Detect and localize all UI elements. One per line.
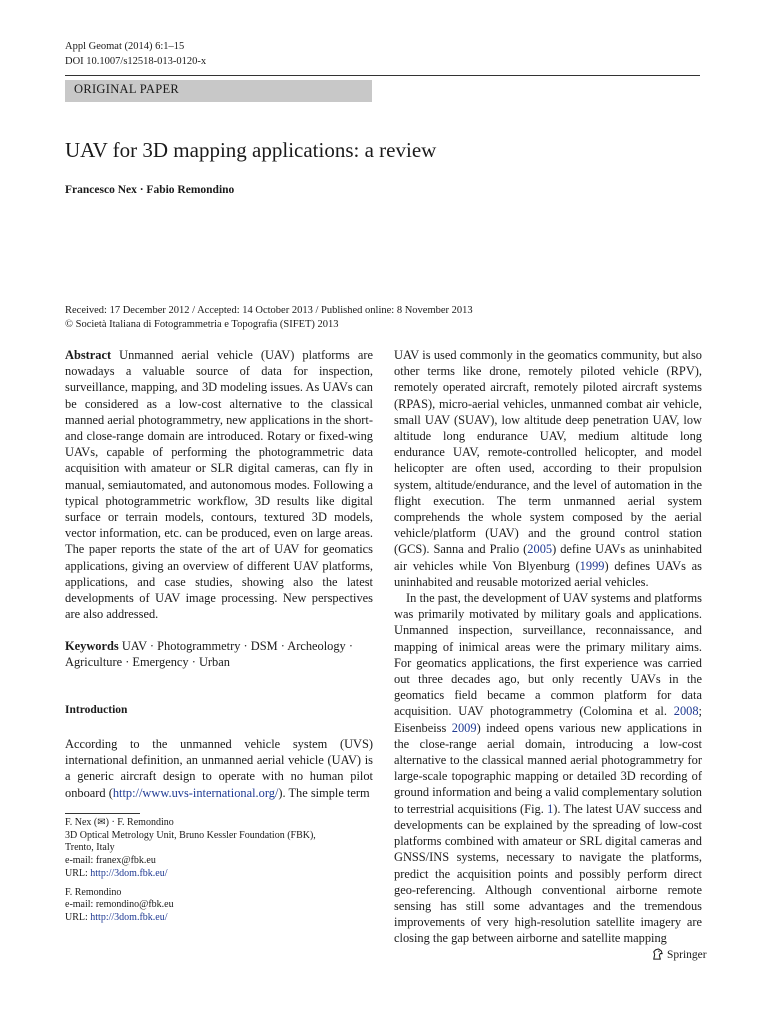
affil-email2: e-mail: remondino@fbk.eu bbox=[65, 899, 174, 911]
introduction-text bbox=[65, 736, 373, 801]
affil-email1: e-mail: franex@fbk.eu bbox=[65, 855, 156, 867]
intro-text-b: ). The simple term bbox=[278, 785, 370, 800]
section-label: ORIGINAL PAPER bbox=[74, 82, 180, 96]
affil-line1: F. Nex (✉) · F. Remondino bbox=[65, 817, 174, 828]
ref-sanna-2005[interactable]: 2005 bbox=[527, 542, 553, 557]
abstract-text: Unmanned aerial vehicle (UAV) platforms are nowadays a valuable source of data for inspection, surveillance, mapping, and 3D modeling issues. As UAVs can be considered as a low-cost alternative to the classical manned aerial photogrammetry, new applications in the short- and close-range domain are introduced. Rotary or fixed-wing UAVs, capable of performing the photogrammetric data acquisition with amateur or SLR digital cameras, can fly in manual, semiautomated, and autonomous modes. Following a typical photogrammetric workflow, 3D results like digital surface or terrain models, contours, textured 3D models, vector information, etc. can be produced, even on large areas. The paper reports the state of the art of UAV for geomatics applications, giving an overview of different UAV platforms, applications, and case studies, showing also the latest developments of UAV image processing. New perspectives are also addressed. bbox=[65, 348, 373, 622]
affil-url1[interactable]: http://3dom.fbk.eu/ bbox=[90, 867, 168, 879]
publisher-logo bbox=[651, 948, 707, 961]
doi: DOI 10.1007/s12518-013-0120-x bbox=[65, 56, 207, 67]
publication-dates bbox=[65, 304, 473, 332]
abstract-label: Abstract bbox=[65, 348, 112, 362]
affil-line3: Trento, Italy bbox=[65, 842, 115, 854]
affil-url-label1: URL: bbox=[65, 867, 91, 879]
rc-p1-c: ) defines UAVs as uninhabited and reusable motorized aerial vehicles. bbox=[394, 558, 702, 589]
ref-blyenburg-1999[interactable]: 1999 bbox=[579, 558, 605, 573]
publisher-name: Springer bbox=[667, 948, 707, 961]
rc-p1-b: ) define UAVs as uninhabited air vehicles while Von Blyenburg ( bbox=[394, 542, 702, 573]
springer-horse-icon bbox=[651, 948, 664, 961]
right-column bbox=[394, 347, 702, 947]
abstract bbox=[65, 347, 373, 622]
affil-line4: F. Remondino bbox=[65, 886, 122, 898]
authors: Francesco Nex · Fabio Remondino bbox=[65, 184, 235, 196]
keywords-text: UAV · Photogrammetry · DSM · Archeology · Agriculture · Emergency · Urban bbox=[65, 639, 353, 670]
copyright-line: © Società Italiana di Fotogrammetria e Topografia (SIFET) 2013 bbox=[65, 319, 339, 330]
rc-p2-c: ) indeed opens various new applications in the close-range aerial domain, introducing a low-cost alternative to the classical manned aerial photogrammetry for large-scale topographic mapping or detailed 3D recording of ground information and being a valid complementary solution to terrestrial acquisitions (Fig. bbox=[394, 720, 702, 816]
footnote-rule bbox=[65, 813, 140, 814]
rc-p2-d: ). The latest UAV success and developments can be explained by the spreading of low-cost platforms combined with amateur or SRL digital cameras and GNSS/INS systems, necessary to navigate the platforms, predict the acquisition points and possibly perform direct geo-referencing. Although conventional airborne remote sensing has still some advantages and the tremendous improvements of very high-resolution satellite imagery are closing the gap between airborne and satellite mapping bbox=[394, 801, 702, 946]
affil-url-label2: URL: bbox=[65, 911, 91, 923]
affiliation bbox=[65, 817, 316, 925]
journal-citation: Appl Geomat (2014) 6:1–15 bbox=[65, 41, 185, 52]
dates-line: Received: 17 December 2012 / Accepted: 14 October 2013 / Published online: 8 November 2013 bbox=[65, 305, 473, 316]
paper-title: UAV for 3D mapping applications: a review bbox=[65, 138, 437, 162]
keywords bbox=[65, 638, 373, 670]
ref-fig-1[interactable]: 1 bbox=[547, 801, 554, 816]
rc-p2-b: ; Eisenbeiss bbox=[394, 704, 702, 735]
uvs-link[interactable]: http://www.uvs-international.org/ bbox=[112, 785, 279, 800]
rc-p1-a: UAV is used commonly in the geomatics community, but also other terms like drone, remotely piloted vehicle (RPV), remotely operated aircraft, remotely piloted aircraft systems (RPAS), micro-aerial vehicles, unmanned combat air vehicle, small UAV (SUAV), low altitude deep penetration UAV, low altitude long endurance UAV, medium altitude long endurance UAV, remote-controlled helicopter, and model helicopter are often used, according to their propulsion system, altitude/endurance, and the level of automation in the flight execution. The term unmanned aerial system comprehends the whole system composed by the aerial vehicle/platform (UAV) and the ground control station (GCS). Sanna and Pralio ( bbox=[394, 348, 702, 557]
header-rule bbox=[65, 75, 700, 76]
rc-p2-a: In the past, the development of UAV systems and platforms was primarily motivated by military goals and applications. Unmanned inspection, surveillance, reconnaissance, and mapping of inimical areas were the primary military aims. For geomatics applications, the first experience was carried out three decades ago, but only recently UAVs in the geomatics field became a common platform for data acquisition. UAV photogrammetry (Colomina et al. bbox=[394, 591, 702, 719]
affil-line2: 3D Optical Metrology Unit, Bruno Kessler Foundation (FBK), bbox=[65, 829, 316, 841]
ref-colomina-2008[interactable]: 2008 bbox=[673, 704, 699, 719]
introduction-heading: Introduction bbox=[65, 704, 128, 716]
affil-url2[interactable]: http://3dom.fbk.eu/ bbox=[90, 911, 168, 923]
keywords-label: Keywords bbox=[65, 639, 119, 653]
intro-text-a: According to the unmanned vehicle system (UVS) international definition, an unmanned aerial vehicle (UAV) is a generic aircraft design to operate with no human pilot onboard ( bbox=[65, 737, 373, 800]
ref-eisenbeiss-2009[interactable]: 2009 bbox=[451, 720, 477, 735]
